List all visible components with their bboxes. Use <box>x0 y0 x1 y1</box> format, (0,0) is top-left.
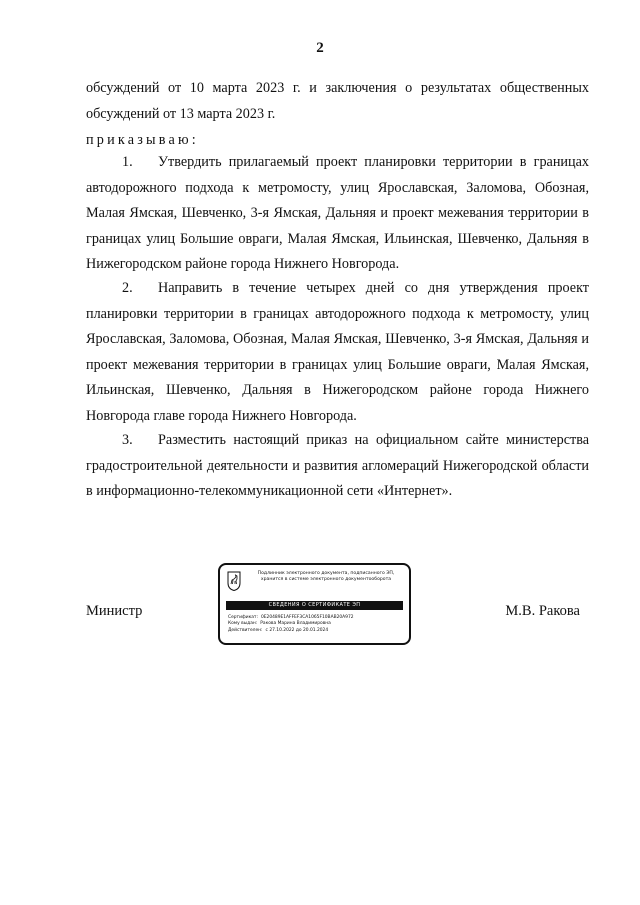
order-item-3 <box>86 428 589 505</box>
item-number: 3. <box>122 432 133 448</box>
stamp-certificate-bar: СВЕДЕНИЯ О СЕРТИФИКАТЕ ЭП <box>226 601 403 610</box>
item-text: Направить в течение четырех дней со дня утверждения проект планировки территории в границах автодорожного подхода к метромосту, улиц Ярославская, Заломова, Обозная, Малая Ямская, Шевченко, 3-я Ямская, Дальняя и проект межевания территории в границах улиц Большие овраги, Малая Ямская, Ильинская, Шевченко, Дальняя в Нижегородском районе города Нижнего Новгорода главе города Нижнего Новгорода. <box>86 280 589 424</box>
item-number: 1. <box>122 154 133 170</box>
item-text: Разместить настоящий приказ на официальном сайте министерства градостроительной деятельности и развития агломераций Нижегородской области в информационно-телекоммуникационной сети «Интернет». <box>86 432 589 499</box>
stamp-cert-label: Сертификат: <box>228 615 258 620</box>
stamp-valid-label: Действителен: <box>228 627 263 633</box>
stamp-issued-label: Кому выдан: <box>228 621 258 627</box>
stamp-cert-value: 0E20489E1AFFEF3CA1065F10BAB20A972 <box>260 615 354 620</box>
item-number: 2. <box>122 280 133 296</box>
order-item-1 <box>86 150 589 278</box>
order-item-2 <box>86 276 589 429</box>
signer-position: Министр <box>86 603 143 619</box>
order-word: приказываю: <box>86 132 199 148</box>
deer-emblem-icon <box>227 571 241 591</box>
page-number: 2 <box>316 40 324 56</box>
item-text: Утвердить прилагаемый проект планировки территории в границах автодорожного подхода к метромосту, улиц Ярославская, Заломова, Обозная, Малая Ямская, Шевченко, 3-я Ямская, Дальняя и проект межевания территории в границах улиц Большие овраги, Малая Ямская, Ильинская, Шевченко, Дальняя в Нижегородском районе города Нижнего Новгорода. <box>86 154 589 272</box>
stamp-details <box>228 615 404 634</box>
stamp-valid-row <box>228 628 404 634</box>
signer-name: М.В. Ракова <box>505 603 580 619</box>
stamp-header: Подлинник электронного документа, подписанного ЭП, хранится в системе электронного документооборота <box>257 571 395 582</box>
intro-paragraph: обсуждений от 10 марта 2023 г. и заключения о результатах общественных обсуждений от 13 марта 2023 г. <box>86 80 589 122</box>
stamp-valid-value: с 27.10.2022 до 20.01.2024 <box>265 627 329 633</box>
stamp-issued-value: Ракова Марина Владимировна <box>260 621 331 627</box>
e-signature-stamp <box>218 563 411 645</box>
